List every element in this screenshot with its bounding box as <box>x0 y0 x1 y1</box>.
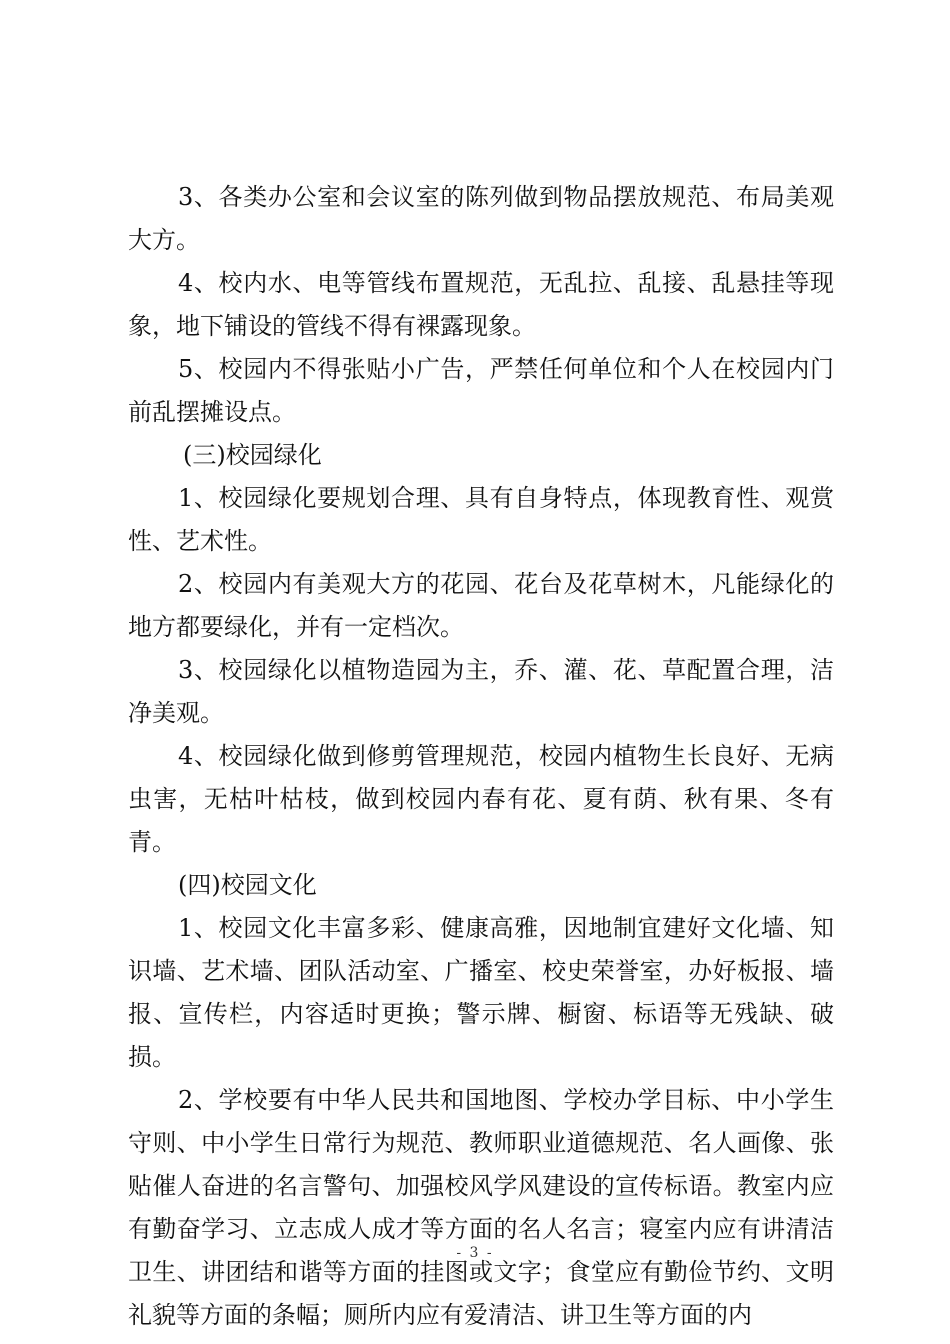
document-body <box>128 176 834 1337</box>
paragraph-greening-planning: 1、校园绿化要规划合理、具有自身特点，体现教育性、观赏性、艺术性。 <box>128 484 834 555</box>
page-number: - 3 - <box>456 1245 494 1261</box>
paragraph-advertising: 5、校园内不得张贴小广告，严禁任何单位和个人在校园内门前乱摆摊设点。 <box>128 355 834 426</box>
paragraph-greening-gardens: 2、校园内有美观大方的花园、花台及花草树木，凡能绿化的地方都要绿化，并有一定档次。 <box>128 570 834 641</box>
paragraph-culture-walls: 1、校园文化丰富多彩、健康高雅，因地制宜建好文化墙、知识墙、艺术墙、团队活动室、广播室、校史荣誉室，办好板报、墙报、宣传栏，内容适时更换；警示牌、橱窗、标语等无残缺、破损。 <box>128 914 834 1071</box>
paragraph-greening-maintenance: 4、校园绿化做到修剪管理规范，校园内植物生长良好、无病虫害，无枯叶枯枝，做到校园内春有花、夏有荫、秋有果、冬有青。 <box>128 742 834 856</box>
section-heading-greening: (三)校园绿化 <box>183 441 322 469</box>
section-heading-culture: (四)校园文化 <box>178 871 317 899</box>
paragraph-culture-slogans: 2、学校要有中华人民共和国地图、学校办学目标、中小学生守则、中小学生日常行为规范、教师职业道德规范、名人画像、张贴催人奋进的名言警句、加强校风学风建设的宣传标语。教室内应有勤奋学习、立志成人成才等方面的名人名言；寝室内应有讲清洁卫生、讲团结和谐等方面的挂图或文字；食堂应有勤俭节约、文明礼貌等方面的条幅；厕所内应有爱清洁、讲卫生等方面的内 <box>128 1086 834 1329</box>
paragraph-pipelines: 4、校内水、电等管线布置规范，无乱拉、乱接、乱悬挂等现象，地下铺设的管线不得有裸露现象。 <box>128 269 834 340</box>
paragraph-office-display: 3、各类办公室和会议室的陈列做到物品摆放规范、布局美观大方。 <box>128 183 834 254</box>
paragraph-greening-plants: 3、校园绿化以植物造园为主，乔、灌、花、草配置合理，洁净美观。 <box>128 656 834 727</box>
